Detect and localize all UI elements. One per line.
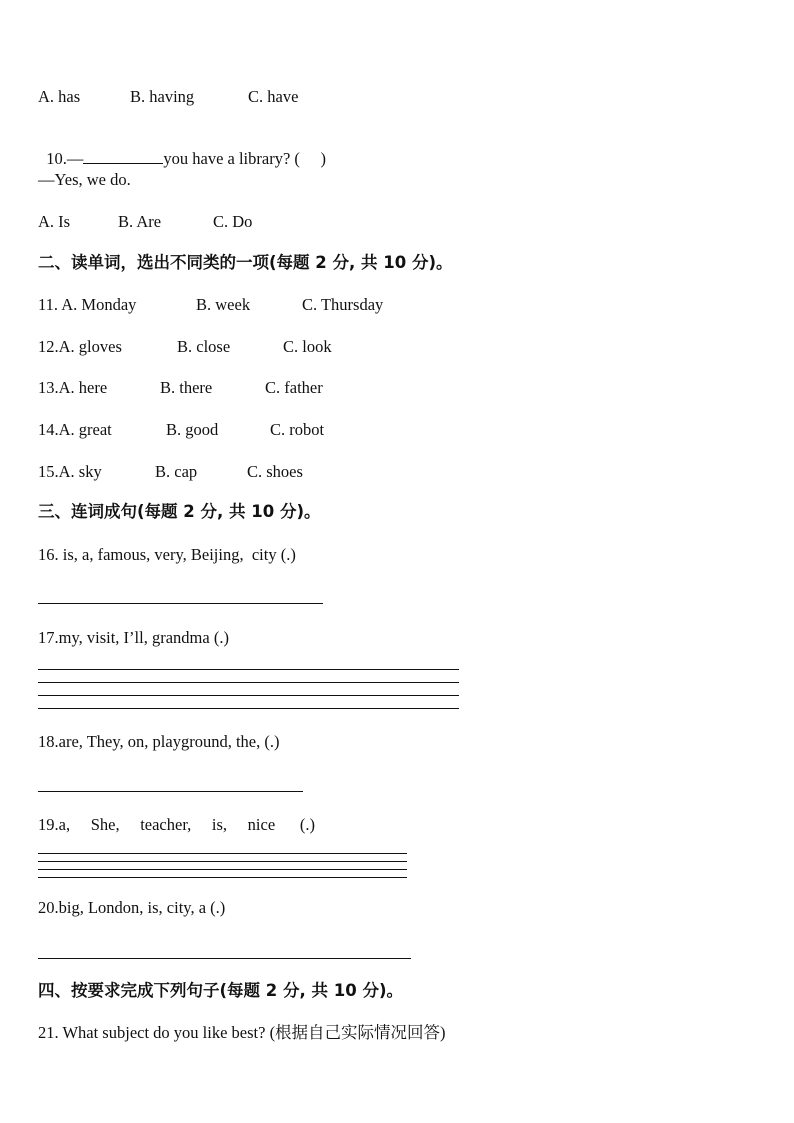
q13-line (38, 378, 107, 398)
section-4-heading: 四、按要求完成下列句子(每题 2 分, 共 10 分)。 (38, 981, 404, 1000)
q10-option-b: B. Are (118, 212, 162, 231)
q16-prompt: 16. is, a, famous, very, Beijing, city (.) (38, 545, 296, 564)
q13-option-c: C. father (265, 378, 323, 397)
q11-option-c: C. Thursday (302, 295, 384, 314)
q16-answer-line[interactable] (38, 603, 323, 604)
q12-number: 12. (38, 337, 59, 356)
section-2-heading: 二、读单词，选出不同类的一项(每题 2 分, 共 10 分)。 (38, 253, 453, 272)
q14-option-a: A. great (58, 420, 112, 439)
q9-option-a: A. has (38, 87, 81, 106)
q18-answer-line[interactable] (38, 791, 303, 792)
q9-option-c: C. have (248, 87, 299, 106)
q19-answer-line-4[interactable] (38, 877, 407, 878)
q10-option-a: A. Is (38, 212, 71, 231)
q11-number: 11. (38, 295, 62, 314)
q15-option-a: A. sky (58, 462, 102, 481)
q19-answer-line-3[interactable] (38, 869, 407, 870)
q19-answer-line-2[interactable] (38, 861, 407, 862)
q13-option-a: A. here (58, 378, 108, 397)
q11-line (38, 295, 136, 315)
section-3-heading: 三、连词成句(每题 2 分, 共 10 分)。 (38, 502, 321, 521)
q12-line (38, 337, 122, 357)
q14-number: 14. (38, 420, 59, 439)
q11-option-a: A. Monday (61, 295, 137, 314)
q10-question (38, 129, 326, 169)
q13-option-b: B. there (160, 378, 213, 397)
q17-answer-line[interactable] (38, 669, 459, 670)
q15-option-c: C. shoes (247, 462, 303, 481)
q12-option-c: C. look (283, 337, 332, 356)
q10-number: 10.— (46, 149, 84, 168)
q21-prompt: 21. What subject do you like best? (根据自己实际情况回答) (38, 1023, 446, 1042)
q12-option-b: B. close (177, 337, 231, 356)
q9-option-b: B. having (130, 87, 195, 106)
q19-answer-line[interactable] (38, 853, 407, 854)
q18-prompt: 18.are, They, on, playground, the, (.) (38, 732, 280, 751)
q17-prompt: 17.my, visit, I’ll, grandma (.) (38, 628, 229, 647)
q20-prompt: 20.big, London, is, city, a (.) (38, 898, 226, 917)
q17-answer-line-3[interactable] (38, 695, 459, 696)
q14-option-b: B. good (166, 420, 219, 439)
q15-number: 15. (38, 462, 59, 481)
q19-prompt: 19.a, She, teacher, is, nice (.) (38, 815, 316, 834)
q10-text: you have a library? ( ) (163, 149, 327, 168)
q10-reply: —Yes, we do. (38, 170, 131, 189)
q10-option-c: C. Do (213, 212, 253, 231)
q14-line (38, 420, 112, 440)
q17-answer-line-2[interactable] (38, 682, 459, 683)
q13-number: 13. (38, 378, 59, 397)
q11-option-b: B. week (196, 295, 251, 314)
q15-option-b: B. cap (155, 462, 198, 481)
q17-answer-line-4[interactable] (38, 708, 459, 709)
q14-option-c: C. robot (270, 420, 325, 439)
q10-answer-blank[interactable] (83, 149, 163, 164)
q20-answer-line[interactable] (38, 958, 411, 959)
q15-line (38, 462, 102, 482)
q12-option-a: A. gloves (58, 337, 122, 356)
